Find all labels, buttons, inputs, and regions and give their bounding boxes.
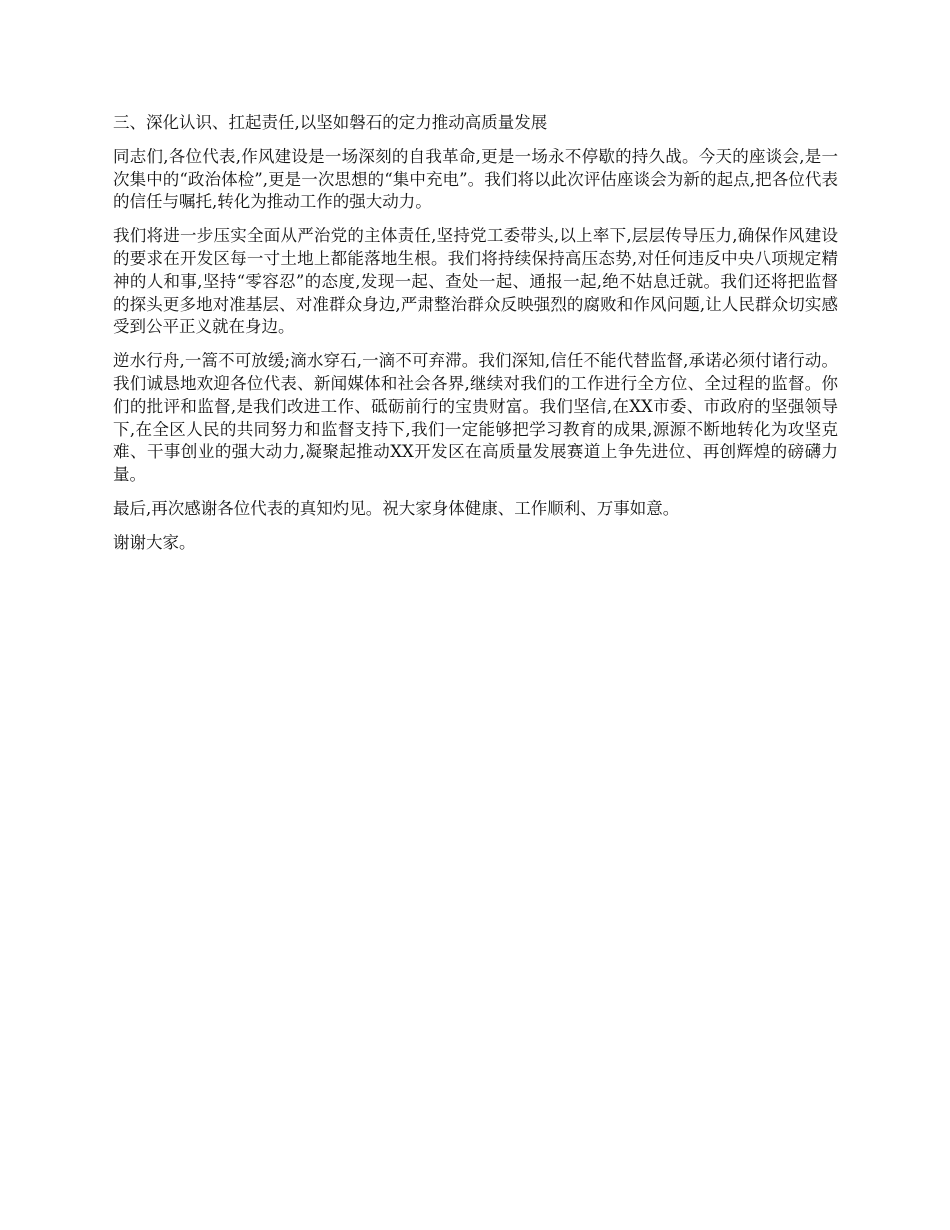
paragraph-opening: 同志们,各位代表,作风建设是一场深刻的自我革命,更是一场永不停歇的持久战。今天的座谈会,是一次集中的“政治体检”,更是一次思想的“集中充电”。我们将以此次评估座谈会为新的起点,把各位代表的信任与嘱托,转化为推动工作的强大动力。 [113,146,838,212]
section-heading: 三、深化认识、扛起责任,以坚如磐石的定力推动高质量发展 [113,113,548,132]
paragraph-thanks: 最后,再次感谢各位代表的真知灼见。祝大家身体健康、工作顺利、万事如意。 [113,498,680,518]
paragraph-responsibility: 我们将进一步压实全面从严治党的主体责任,坚持党工委带头,以上率下,层层传导压力,确保作风建设的要求在开发区每一寸土地上都能落地生根。我们将持续保持高压态势,对任何违反中央八项规定精神的人和事,坚持“零容忍”的态度,发现一起、查处一起、通报一起,绝不姑息迁就。我们还将把监督的探头更多地对准基层、对准群众身边,严肃整治群众反映强烈的腐败和作风问题,让人民群众切实感受到公平正义就在身边。 [113,226,838,337]
document-body [113,112,838,555]
paragraph-closing: 谢谢大家。 [113,532,196,552]
paragraph-supervision: 逆水行舟,一篙不可放缓;滴水穿石,一滴不可弃滞。我们深知,信任不能代替监督,承诺必须付诸行动。我们诚恳地欢迎各位代表、新闻媒体和社会各界,继续对我们的工作进行全方位、全过程的监督。你们的批评和监督,是我们改进工作、砥砺前行的宝贵财富。我们坚信,在XX市委、市政府的坚强领导下,在全区人民的共同努力和监督支持下,我们一定能够把学习教育的成果,源源不断地转化为攻坚克难、干事创业的强大动力,凝聚起推动XX开发区在高质量发展赛道上争先进位、再创辉煌的磅礴力量。 [113,351,838,485]
